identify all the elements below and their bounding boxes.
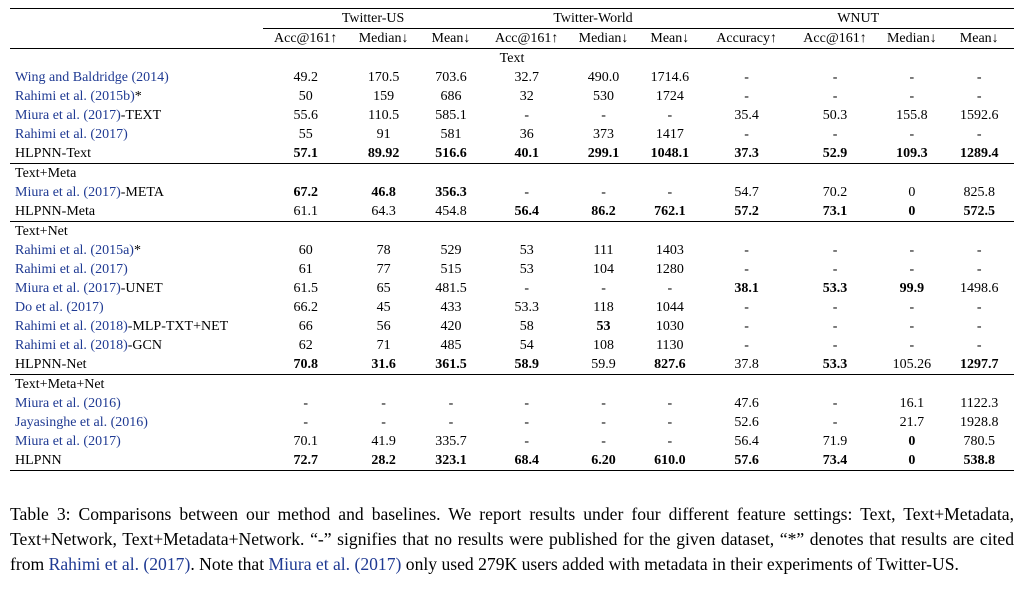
value-cell: 356.3 [435, 185, 467, 200]
value-cell: 105.26 [892, 357, 932, 372]
citation-link[interactable]: Miura et al. (2017) [15, 185, 121, 200]
value-cell: 53 [596, 319, 611, 334]
method-cell [10, 317, 263, 336]
value-cell: - [832, 338, 838, 353]
value-cell: 47.6 [734, 396, 759, 411]
method-label: HLPNN-Net [15, 357, 87, 372]
value-cell: 28.2 [349, 451, 418, 471]
value-cell: - [667, 396, 673, 411]
table-row [10, 87, 1014, 106]
value-cell: 57.2 [734, 204, 759, 219]
metric-header: Acc@161↑ [484, 29, 570, 49]
value-cell: 538.8 [944, 451, 1014, 471]
citation-link[interactable]: Miura et al. (2017) [15, 281, 121, 296]
value-cell: - [909, 243, 915, 258]
value-cell: - [601, 108, 606, 123]
value-cell: 1280 [655, 262, 684, 277]
table-row [10, 68, 1014, 87]
citation-link[interactable]: Rahimi et al. (2017) [15, 127, 128, 142]
value-cell: 1498.6 [959, 281, 999, 296]
method-label: * [134, 89, 142, 104]
value-cell: - [524, 185, 530, 200]
value-cell: 66 [298, 319, 313, 334]
value-cell: 73.4 [791, 451, 879, 471]
table-row [10, 336, 1014, 355]
value-cell: 57.6 [702, 451, 790, 471]
value-cell: 35.4 [734, 108, 759, 123]
value-cell: - [667, 434, 673, 449]
dataset-header: Twitter-US [263, 9, 484, 29]
value-cell: 1724 [655, 89, 684, 104]
value-cell: - [524, 108, 530, 123]
table-row [10, 451, 1014, 471]
table-row [10, 241, 1014, 260]
value-cell: 1044 [655, 300, 684, 315]
group-header-row [10, 375, 1014, 395]
value-cell: 108 [593, 338, 615, 353]
value-cell: 104 [593, 262, 615, 277]
group-header-row [10, 49, 1014, 69]
value-cell: 71.9 [822, 434, 848, 449]
value-cell: 40.1 [514, 146, 539, 161]
value-cell: 21.7 [899, 415, 925, 430]
method-cell [10, 260, 263, 279]
value-cell: - [744, 319, 749, 334]
value-cell: 481.5 [435, 281, 467, 296]
table-row [10, 202, 1014, 222]
value-cell: - [832, 243, 838, 258]
group-title: Text+Net [10, 222, 1014, 242]
value-cell: 65 [376, 281, 391, 296]
value-cell: 581 [440, 127, 462, 142]
value-cell: - [601, 415, 606, 430]
value-cell: 1122.3 [960, 396, 999, 411]
value-cell: 50 [298, 89, 313, 104]
value-cell: - [303, 396, 309, 411]
method-cell [10, 202, 263, 222]
method-cell [10, 432, 263, 451]
value-cell: - [976, 262, 982, 277]
value-cell: 56 [376, 319, 391, 334]
method-cell [10, 394, 263, 413]
value-cell: - [601, 185, 606, 200]
method-cell [10, 336, 263, 355]
value-cell: 57.1 [293, 146, 318, 161]
value-cell: 49.2 [293, 70, 318, 85]
value-cell: 6.20 [570, 451, 637, 471]
value-cell: 36 [519, 127, 534, 142]
value-cell: 109.3 [896, 146, 928, 161]
value-cell: 70.8 [293, 357, 318, 372]
metric-header: Acc@161↑ [791, 29, 879, 49]
value-cell: 1289.4 [959, 146, 999, 161]
value-cell: 78 [376, 243, 391, 258]
value-cell: 71 [376, 338, 391, 353]
table-row [10, 144, 1014, 164]
value-cell: 335.7 [435, 434, 467, 449]
caption-text: . Note that [190, 554, 269, 574]
value-cell: - [832, 70, 838, 85]
value-cell: - [448, 396, 454, 411]
value-cell: 52.9 [822, 146, 848, 161]
table-row [10, 183, 1014, 202]
value-cell: - [909, 338, 915, 353]
metric-header: Median↓ [879, 29, 944, 49]
value-cell: 16.1 [899, 396, 925, 411]
method-label: -TEXT [120, 108, 162, 123]
value-cell: 77 [376, 262, 391, 277]
value-cell: 60 [298, 243, 313, 258]
value-cell: - [381, 415, 386, 430]
table-row [10, 106, 1014, 125]
value-cell: 53.3 [514, 300, 539, 315]
value-cell: - [524, 415, 530, 430]
value-cell: 61.5 [293, 281, 318, 296]
value-cell: 53.3 [822, 357, 848, 372]
method-cell [10, 298, 263, 317]
value-cell: 490.0 [587, 70, 620, 85]
value-cell: 703.6 [435, 70, 467, 85]
value-cell: - [909, 300, 915, 315]
method-cell [10, 106, 263, 125]
metric-header: Acc@161↑ [263, 29, 349, 49]
method-cell [10, 279, 263, 298]
value-cell: 58.9 [514, 357, 539, 372]
value-cell: 827.6 [654, 357, 686, 372]
value-cell: 1714.6 [650, 70, 690, 85]
method-label: HLPNN-Text [15, 146, 92, 161]
value-cell: 0 [879, 451, 944, 471]
table-row [10, 355, 1014, 375]
value-cell: - [524, 396, 530, 411]
value-cell: - [909, 319, 915, 334]
value-cell: 54.7 [734, 185, 759, 200]
caption-citation-link[interactable]: Miura et al. (2017) [268, 554, 402, 574]
value-cell: 46.8 [371, 185, 396, 200]
value-cell: 37.8 [734, 357, 759, 372]
method-cell [10, 183, 263, 202]
value-cell: - [524, 434, 530, 449]
value-cell: - [524, 281, 530, 296]
value-cell: 68.4 [484, 451, 570, 471]
method-label: -GCN [127, 338, 162, 353]
value-cell: 41.9 [371, 434, 396, 449]
method-label: * [133, 243, 141, 258]
value-cell: - [744, 262, 749, 277]
value-cell: 59.9 [591, 357, 616, 372]
value-cell: - [832, 89, 838, 104]
caption-text: only used 279K users added with metadata in their experiments of Twitter-US. [401, 554, 959, 574]
value-cell: 825.8 [963, 185, 995, 200]
value-cell: 32 [519, 89, 534, 104]
value-cell: 99.9 [899, 281, 925, 296]
citation-link[interactable]: Do et al. (2017) [15, 300, 104, 315]
value-cell: 0 [908, 185, 916, 200]
value-cell: 0 [908, 434, 916, 449]
value-cell: - [909, 89, 915, 104]
value-cell: 32.7 [514, 70, 539, 85]
value-cell: - [667, 281, 673, 296]
value-cell: 170.5 [367, 70, 400, 85]
metric-header: Mean↓ [944, 29, 1014, 49]
citation-link[interactable]: Jayasinghe et al. (2016) [15, 415, 148, 430]
citation-link[interactable]: Rahimi et al. (2017) [15, 262, 128, 277]
group-header-row [10, 222, 1014, 242]
value-cell: - [976, 89, 982, 104]
value-cell: 361.5 [435, 357, 467, 372]
value-cell: 572.5 [963, 204, 995, 219]
value-cell: 529 [440, 243, 462, 258]
citation-link[interactable]: Miura et al. (2017) [15, 108, 121, 123]
value-cell: - [601, 396, 606, 411]
value-cell: 70.2 [822, 185, 848, 200]
table-row [10, 317, 1014, 336]
value-cell: 55 [298, 127, 313, 142]
value-cell: 299.1 [587, 146, 620, 161]
results-table [10, 8, 1014, 471]
metric-header: Mean↓ [418, 29, 483, 49]
value-cell: - [744, 127, 749, 142]
citation-link[interactable]: Wing and Baldridge (2014) [15, 70, 169, 85]
value-cell: 62 [298, 338, 313, 353]
metric-header: Median↓ [349, 29, 418, 49]
value-cell: 1403 [655, 243, 684, 258]
value-cell: 56.4 [734, 434, 759, 449]
value-cell: - [976, 338, 982, 353]
citation-link[interactable]: Rahimi et al. (2015a) [15, 243, 134, 258]
value-cell: 515 [440, 262, 462, 277]
method-cell [10, 413, 263, 432]
value-cell: 454.8 [435, 204, 467, 219]
method-label: HLPNN [15, 453, 62, 468]
metric-header-row [10, 29, 1014, 49]
dataset-header: WNUT [702, 9, 1014, 29]
value-cell: 53.3 [822, 281, 848, 296]
value-cell: 61.1 [293, 204, 318, 219]
citation-link[interactable]: Rahimi et al. (2018) [15, 319, 128, 334]
table-row [10, 432, 1014, 451]
table-row [10, 394, 1014, 413]
value-cell: 1297.7 [959, 357, 999, 372]
value-cell: - [976, 70, 982, 85]
value-cell: 1030 [655, 319, 684, 334]
value-cell: 56.4 [514, 204, 539, 219]
value-cell: - [832, 319, 838, 334]
value-cell: 118 [593, 300, 614, 315]
group-title: Text+Meta [10, 164, 1014, 184]
value-cell: - [976, 127, 982, 142]
value-cell: 1928.8 [959, 415, 999, 430]
value-cell: - [448, 415, 454, 430]
method-label: -UNET [120, 281, 163, 296]
value-cell: 1592.6 [959, 108, 999, 123]
value-cell: 61 [298, 262, 313, 277]
value-cell: 66.2 [293, 300, 318, 315]
value-cell: 159 [373, 89, 395, 104]
value-cell: - [744, 243, 749, 258]
metric-header: Accuracy↑ [702, 29, 790, 49]
table-row [10, 125, 1014, 144]
citation-link[interactable]: Rahimi et al. (2018) [15, 338, 128, 353]
citation-link[interactable]: Rahimi et al. (2015b) [15, 89, 135, 104]
method-label: -META [120, 185, 164, 200]
value-cell: 433 [440, 300, 462, 315]
value-cell: 110.5 [368, 108, 400, 123]
value-cell: 72.7 [263, 451, 349, 471]
method-label: -MLP-TXT+NET [127, 319, 229, 334]
method-cell [10, 68, 263, 87]
value-cell: 50.3 [822, 108, 848, 123]
value-cell: - [667, 108, 673, 123]
value-cell: 155.8 [896, 108, 928, 123]
value-cell: 52.6 [734, 415, 759, 430]
value-cell: - [303, 415, 309, 430]
value-cell: 73.1 [822, 204, 848, 219]
value-cell: - [667, 185, 673, 200]
caption-text: Table 3: Comparisons between our method and baselines. We report results under four different feature settings: Text, Text+Metadata, Text+Network, Text+Metadata+Network. “-” signifies that no results were published for the given dataset, “*” denotes that results are cited from [10, 504, 1014, 574]
value-cell: 70.1 [293, 434, 318, 449]
table-row [10, 298, 1014, 317]
caption-citation-link[interactable]: Rahimi et al. (2017) [48, 554, 191, 574]
value-cell: 55.6 [293, 108, 318, 123]
dataset-header: Twitter-World [484, 9, 703, 29]
method-cell [10, 87, 263, 106]
value-cell: 45 [376, 300, 391, 315]
citation-link[interactable]: Miura et al. (2017) [15, 434, 121, 449]
table-row [10, 279, 1014, 298]
value-cell: - [909, 127, 915, 142]
empty-cell [10, 29, 263, 49]
value-cell: 686 [440, 89, 462, 104]
method-cell [10, 125, 263, 144]
value-cell: 31.6 [371, 357, 396, 372]
value-cell: 54 [519, 338, 534, 353]
value-cell: 373 [593, 127, 615, 142]
value-cell: - [832, 396, 838, 411]
metric-header: Median↓ [570, 29, 637, 49]
value-cell: - [909, 70, 915, 85]
group-title: Text+Meta+Net [10, 375, 1014, 395]
group-header-row [10, 164, 1014, 184]
metric-header: Mean↓ [637, 29, 702, 49]
method-cell [10, 355, 263, 375]
method-label: HLPNN-Meta [15, 204, 96, 219]
value-cell: 485 [440, 338, 462, 353]
method-cell [10, 144, 263, 164]
table-row [10, 413, 1014, 432]
value-cell: 1048.1 [650, 146, 690, 161]
value-cell: 86.2 [591, 204, 616, 219]
value-cell: 67.2 [293, 185, 318, 200]
group-title: Text [499, 51, 525, 66]
value-cell: 58 [519, 319, 534, 334]
table-row [10, 260, 1014, 279]
value-cell: - [976, 300, 982, 315]
value-cell: - [667, 415, 673, 430]
value-cell: 1417 [655, 127, 684, 142]
value-cell: 780.5 [963, 434, 995, 449]
value-cell: 37.3 [734, 146, 759, 161]
value-cell: - [976, 243, 982, 258]
value-cell: - [832, 300, 838, 315]
value-cell: 89.92 [367, 146, 400, 161]
value-cell: 420 [440, 319, 462, 334]
value-cell: 585.1 [435, 108, 467, 123]
value-cell: 53 [519, 262, 534, 277]
value-cell: - [744, 70, 749, 85]
value-cell: - [744, 300, 749, 315]
empty-cell [10, 9, 263, 29]
value-cell: - [909, 262, 915, 277]
value-cell: - [381, 396, 386, 411]
value-cell: 0 [908, 204, 916, 219]
value-cell: - [744, 89, 749, 104]
value-cell: 38.1 [734, 281, 759, 296]
method-cell [10, 451, 263, 471]
value-cell: 762.1 [654, 204, 686, 219]
value-cell: 64.3 [371, 204, 396, 219]
table-caption [10, 502, 1014, 577]
value-cell: - [601, 281, 606, 296]
value-cell: 530 [593, 89, 615, 104]
value-cell: 53 [519, 243, 534, 258]
value-cell: - [832, 415, 838, 430]
value-cell: 323.1 [418, 451, 483, 471]
value-cell: 91 [376, 127, 391, 142]
value-cell: 610.0 [637, 451, 702, 471]
value-cell: - [744, 338, 749, 353]
value-cell: 1130 [656, 338, 684, 353]
dataset-header-row [10, 9, 1014, 29]
value-cell: - [832, 127, 838, 142]
value-cell: - [832, 262, 838, 277]
method-cell [10, 241, 263, 260]
value-cell: 516.6 [435, 146, 467, 161]
citation-link[interactable]: Miura et al. (2016) [15, 396, 121, 411]
value-cell: - [976, 319, 982, 334]
value-cell: - [601, 434, 606, 449]
value-cell: 111 [593, 243, 614, 258]
